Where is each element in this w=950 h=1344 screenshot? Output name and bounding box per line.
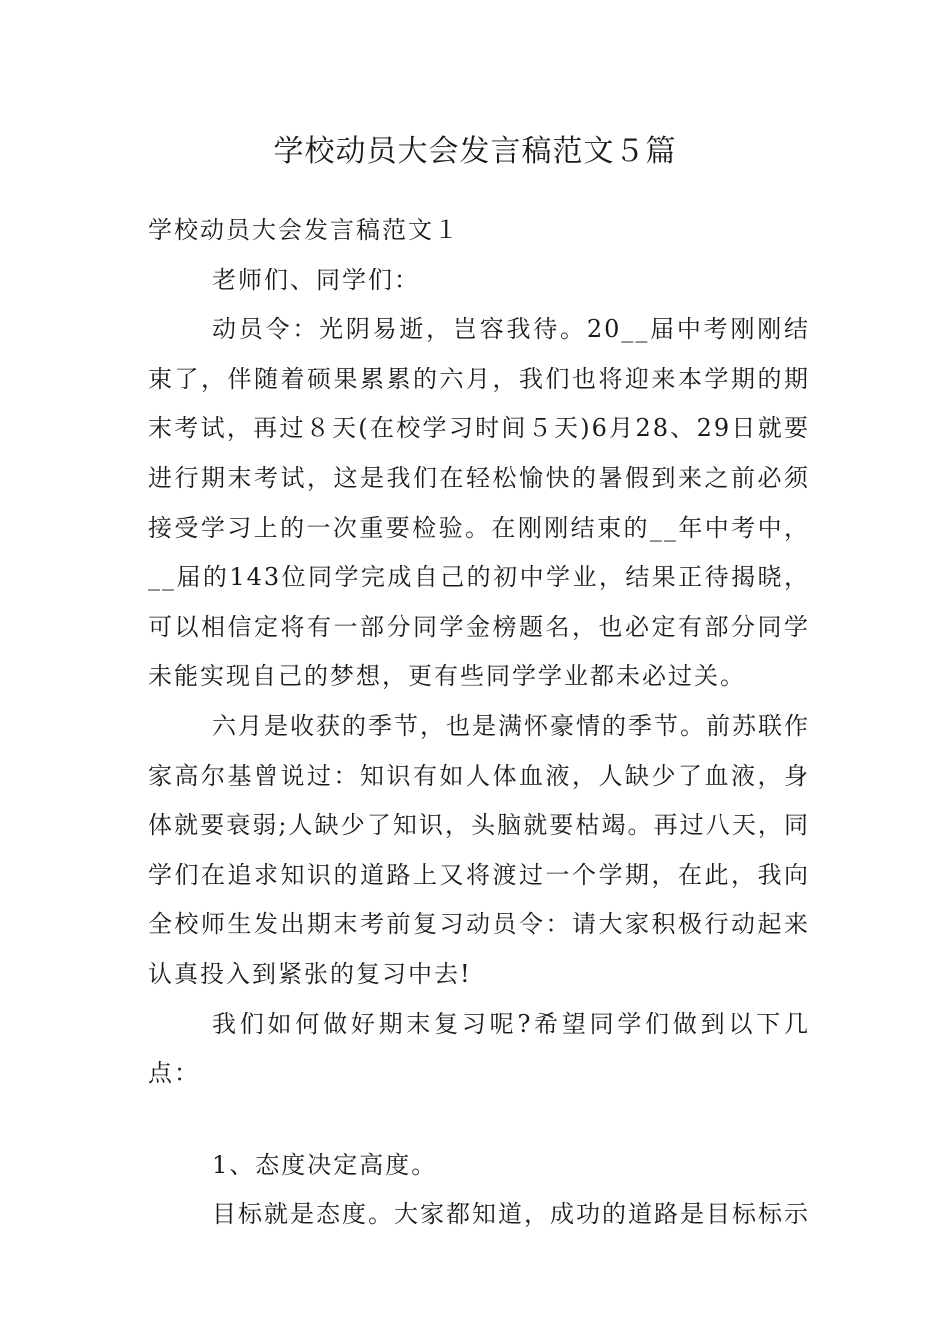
paragraph: 目标就是态度。大家都知道，成功的道路是目标标示 <box>212 1200 810 1229</box>
salutation: 老师们、同学们： <box>212 265 420 294</box>
paragraph: 六月是收获的季节，也是满怀豪情的季节。前苏联作家高尔基曾说过：知识有如人体血液，人缺少了血液，身体就要衰弱;人缺少了知识，头脑就要枯竭。再过八天，同学们在追求知识的道路上又将渡过一个学期，在此，我向全校师生发出期末考前复习动员令：请大家积极行动起来认真投入到紧张的复习中去! <box>148 711 810 988</box>
paragraph: 动员令：光阴易逝，岂容我待。20__届中考刚刚结束了，伴随着硕果累累的六月，我们也将迎来本学期的期末考试，再过８天(在校学习时间５天)6月28、29日就要进行期末考试，这是我们在轻松愉快的暑假到来之前必须接受学习上的一次重要检验。在刚刚结束的__年中考中，__届的143位同学完成自己的初中学业，结果正待揭晓，可以相信定将有一部分同学金榜题名，也必定有部分同学未能实现自己的梦想，更有些同学学业都未必过关。 <box>148 315 810 691</box>
list-item-heading: 1、态度决定高度。 <box>212 1150 438 1179</box>
section-heading: 学校动员大会发言稿范文１ <box>148 216 460 244</box>
document-title: 学校动员大会发言稿范文５篇 <box>273 134 677 169</box>
paragraph: 我们如何做好期末复习呢?希望同学们做到以下几点： <box>148 1009 810 1088</box>
document-body <box>148 206 810 1240</box>
